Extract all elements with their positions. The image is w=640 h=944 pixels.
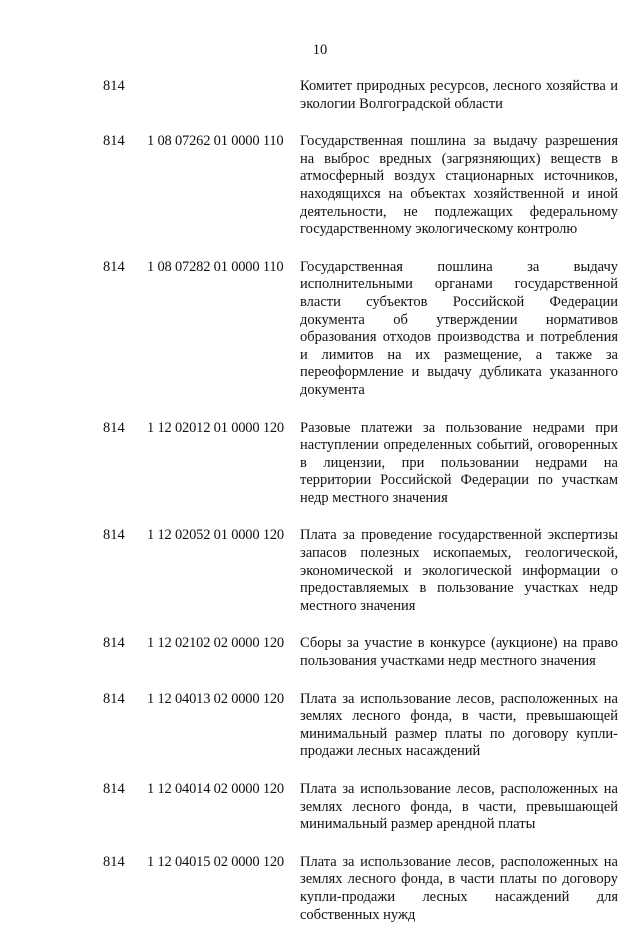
revenue-name-cell: Государственная пошлина за выдачу разрешения на выброс вредных (загрязняющих) веществ в атмосферный воздух стационарных источников, находящихся на объектах хозяйственной и иной деятельности, не подлежащих федеральному государственному экологическому контролю bbox=[300, 133, 618, 238]
revenue-name-cell: Плата за использование лесов, расположенных на землях лесного фонда, в части платы по договору купли-продажи лесных насаждений для собственных нужд bbox=[300, 853, 618, 923]
admin-code-cell: 814 bbox=[103, 419, 125, 436]
budget-code-cell: 1 12 02012 01 0000 120 bbox=[147, 419, 284, 436]
admin-code-cell: 814 bbox=[103, 781, 125, 797]
revenue-name-cell: Плата за проведение государственной экспертизы запасов полезных ископаемых, геологической, экономической и экологической информации о предоставляемых в пользование участках недр местного значения bbox=[300, 527, 618, 614]
budget-code-cell: 1 12 02102 02 0000 120 bbox=[147, 635, 284, 652]
budget-codes-table bbox=[103, 78, 618, 944]
admin-code-cell: 814 bbox=[103, 690, 125, 707]
budget-code-cell: 1 12 04015 02 0000 120 bbox=[147, 853, 284, 870]
page-number: 10 bbox=[312, 42, 328, 58]
revenue-name-cell: Разовые платежи за пользование недрами при наступлении определенных событий, оговоренных в лицензии, при пользовании недрами на территории Российской Федерации по участкам недр местного значения bbox=[300, 419, 618, 506]
admin-code-cell: 814 bbox=[103, 258, 125, 275]
admin-code-cell: 814 bbox=[103, 133, 125, 150]
revenue-name-cell: Плата за использование лесов, расположенных на землях лесного фонда, в части, превышающей минимальный размер платы по договору купли-продажи лесных насаждений bbox=[300, 690, 618, 760]
budget-code-cell: 1 12 02052 01 0000 120 bbox=[147, 527, 284, 544]
admin-code-cell: 814 bbox=[103, 78, 125, 94]
table-row bbox=[103, 527, 618, 615]
budget-code-cell: 1 12 04013 02 0000 120 bbox=[147, 690, 284, 707]
budget-code-cell: 1 12 04014 02 0000 120 bbox=[147, 781, 284, 797]
table-row bbox=[103, 420, 618, 508]
admin-code-cell: 814 bbox=[103, 527, 125, 544]
revenue-name-cell: Государственная пошлина за выдачу исполнительными органами государственной власти субъектов Российской Федерации документа об утверждении нормативов образования отходов производства и потребления и лимитов на их размещение, а также за переоформление и выдачу дубликата указанного документа bbox=[300, 258, 618, 398]
table-row bbox=[103, 133, 618, 239]
admin-code-cell: 814 bbox=[103, 635, 125, 652]
table-row bbox=[103, 854, 618, 924]
budget-code-cell: 1 08 07262 01 0000 110 bbox=[147, 133, 284, 150]
revenue-name-cell: Комитет природных ресурсов, лесного хозяйства и экологии Волгоградской области bbox=[300, 78, 618, 112]
budget-code-cell: 1 08 07282 01 0000 110 bbox=[147, 258, 284, 275]
table-row bbox=[103, 781, 618, 834]
table-row bbox=[103, 259, 618, 400]
table-row bbox=[103, 78, 618, 113]
revenue-name-cell: Сборы за участие в конкурсе (аукционе) на право пользования участками недр местного значения bbox=[300, 635, 618, 670]
table-row bbox=[103, 635, 618, 670]
table-row bbox=[103, 691, 618, 761]
revenue-name-cell: Плата за использование лесов, расположенных на землях лесного фонда, в части, превышающей минимальный размер арендной платы bbox=[300, 781, 618, 833]
admin-code-cell: 814 bbox=[103, 853, 125, 870]
